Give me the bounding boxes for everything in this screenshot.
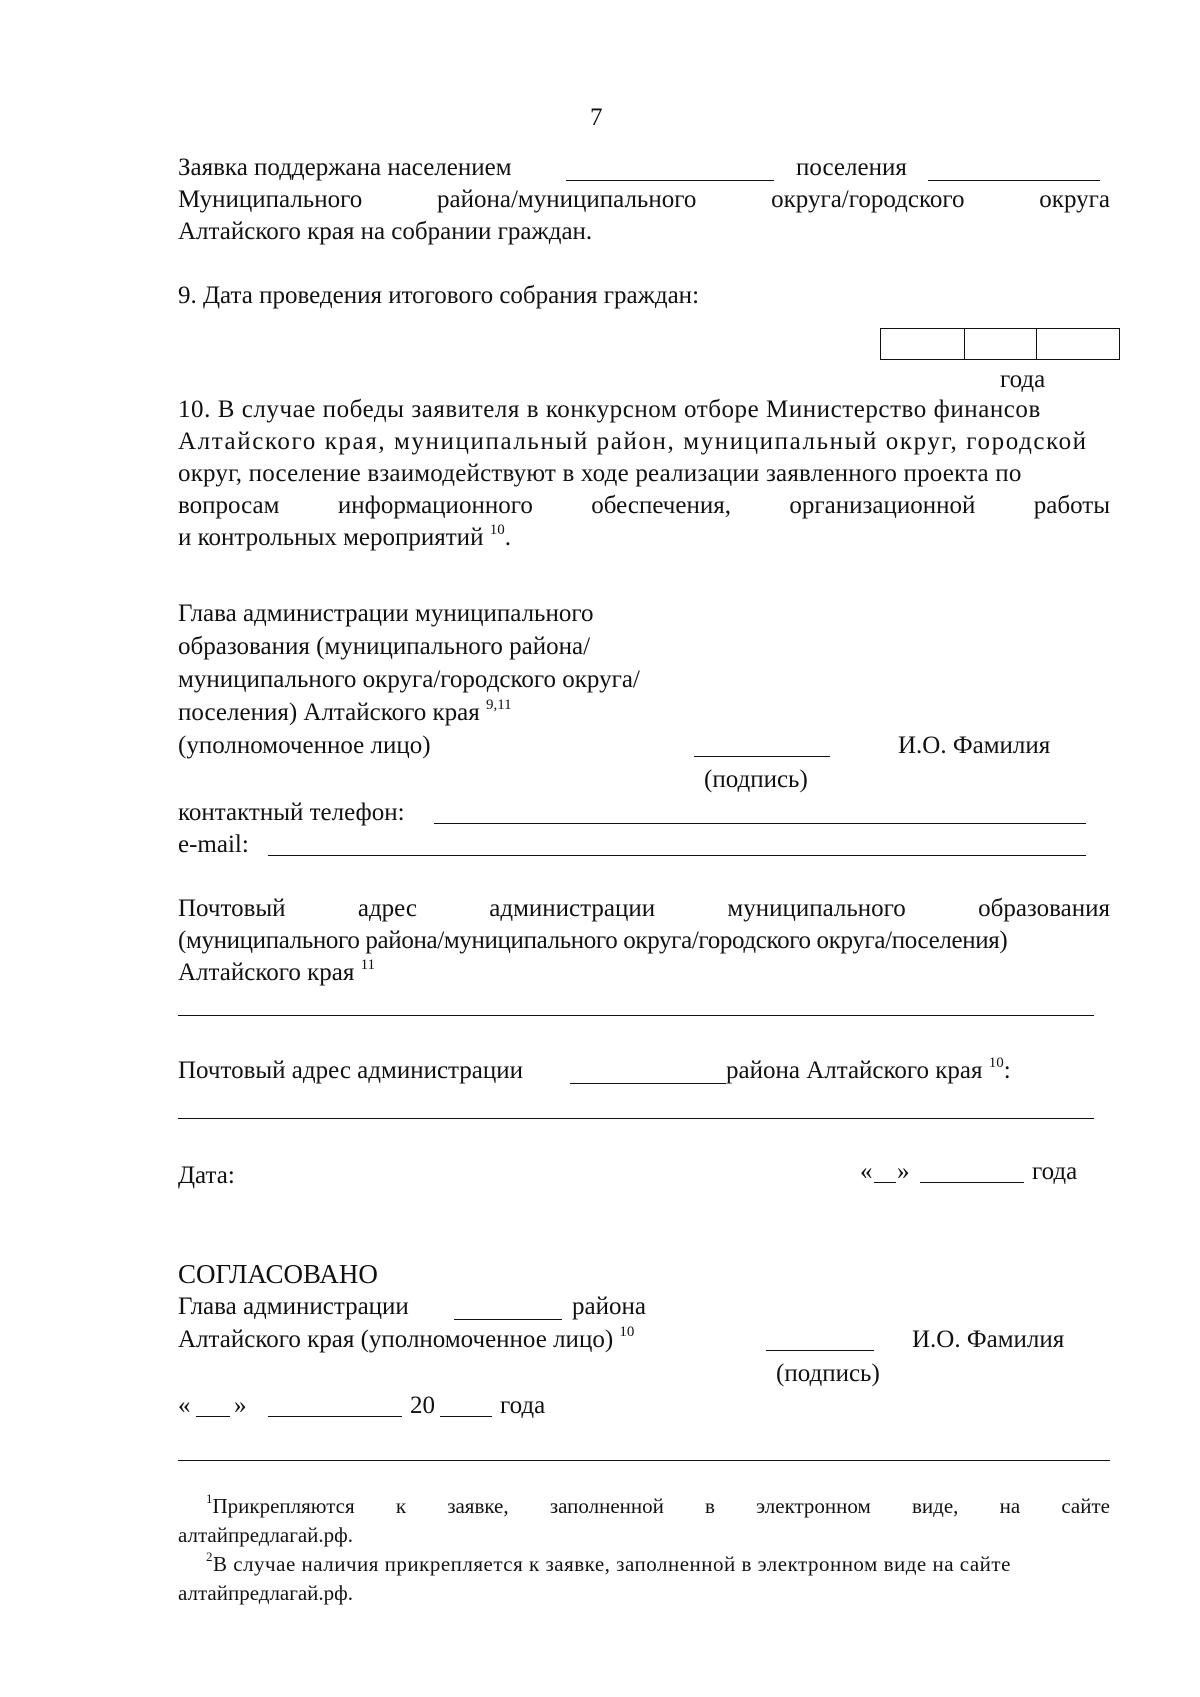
word: заявке, [447, 1494, 509, 1518]
agreed-date-month-field[interactable] [268, 1416, 402, 1417]
text: : [1003, 1057, 1011, 1084]
item-10-line-4 [178, 490, 1110, 522]
signature-caption: (подпись) [704, 766, 808, 793]
text: района Алтайского края [726, 1057, 983, 1084]
text: 10. В случае победы заявителя в конкурсном отборе Министерство финансов [178, 396, 1041, 423]
agreed-date-day-field[interactable] [196, 1416, 230, 1417]
footnote-separator [178, 1460, 1110, 1461]
word: округа [1039, 186, 1110, 213]
head-admin-line-2: образования (муниципального района/ [178, 633, 591, 660]
date-box-day[interactable] [881, 329, 965, 359]
word: образования [978, 895, 1110, 922]
agreed-name: И.О. Фамилия [912, 1326, 1065, 1353]
postal-1-address-field[interactable] [178, 1015, 1094, 1016]
postal-2-address-field[interactable] [178, 1118, 1094, 1119]
footnote-number: 1 [206, 1491, 213, 1506]
footnote-1-line-1 [206, 1492, 1110, 1520]
footnote-ref: 9,11 [485, 696, 512, 713]
blank-settlement-field[interactable] [928, 180, 1100, 181]
word: адрес [357, 895, 417, 922]
footnote-ref: 10 [988, 1054, 1004, 1071]
date-day-open-quote: « [860, 1158, 873, 1185]
head-admin-line-5: (уполномоченное лицо) [178, 732, 431, 759]
district-name-field[interactable] [570, 1083, 726, 1084]
agreed-line-1-end: района [572, 1293, 646, 1320]
word: муниципального [727, 895, 906, 922]
text: Алтайского края, муниципальный район, муниципальный округ, городской [178, 428, 1088, 455]
text: Алтайского края (уполномоченное лицо) [178, 1326, 614, 1353]
blank-population-field[interactable] [566, 180, 774, 181]
phone-field[interactable] [434, 823, 1086, 824]
page-number: 7 [590, 104, 603, 131]
text: округ, поселение взаимодействуют в ходе реализации заявленного проекта по [178, 460, 1022, 487]
item-10-line-2 [178, 426, 1110, 458]
date-day-close-quote: » [897, 1158, 910, 1185]
text: В случае наличия прикрепляется к заявке, заполненной в электронном виде на сайте [213, 1552, 1011, 1576]
head-admin-line-3: муниципального округа/городского округа/ [178, 666, 640, 693]
date-month-field[interactable] [920, 1182, 1024, 1183]
date-year-label: года [1032, 1158, 1078, 1185]
postal-2-label-start: Почтовый адрес администрации [178, 1057, 524, 1084]
email-label: e-mail: [178, 831, 249, 858]
date-day-field[interactable] [874, 1182, 896, 1183]
date-box-year[interactable] [1037, 329, 1119, 359]
postal-1-line-3 [178, 957, 375, 989]
footnote-2-line-1 [206, 1550, 1011, 1578]
item-10-line-3 [178, 458, 1110, 490]
postal-1-line-1 [178, 893, 1110, 925]
agreed-date-year-field[interactable] [440, 1416, 492, 1417]
signature-line[interactable] [694, 756, 830, 757]
footnote-1-line-2: алтайпредлагай.рф. [178, 1523, 354, 1547]
item-10-line-1 [178, 394, 1110, 426]
agreed-signature-caption: (подпись) [776, 1360, 880, 1387]
word: информационного [337, 492, 533, 519]
support-line-1-settlement: поселения [796, 154, 907, 181]
word: Почтовый [178, 895, 286, 922]
word: администрации [489, 895, 656, 922]
support-line-3: Алтайского края на собрании граждан. [178, 218, 593, 245]
meeting-date-boxes[interactable] [880, 328, 1120, 360]
word: заполненной [549, 1494, 664, 1518]
word: на [999, 1494, 1021, 1518]
item-10-line-5 [178, 522, 511, 554]
support-line-1-start: Заявка поддержана населением [178, 154, 512, 181]
agreed-date-year-label: года [500, 1392, 546, 1419]
footnote-ref: 10 [489, 521, 505, 538]
word: организационной [789, 492, 976, 519]
postal-2-label-end [726, 1055, 1011, 1087]
word: Муниципального [178, 186, 363, 213]
date-label: Дата: [178, 1162, 235, 1189]
text: поселения) Алтайского края [178, 699, 480, 726]
text: и контрольных мероприятий [178, 524, 484, 551]
item-9-year-label: года [1000, 366, 1046, 393]
word: виде, [911, 1494, 959, 1518]
word: к [395, 1494, 407, 1518]
item-9-label: 9. Дата проведения итогового собрания граждан: [178, 282, 700, 309]
footnote-number: 2 [206, 1549, 213, 1564]
support-line-2 [178, 184, 1110, 216]
agreed-signature-line[interactable] [766, 1350, 874, 1351]
word: обеспечения, [591, 492, 731, 519]
footnote-2-line-2: алтайпредлагай.рф. [178, 1581, 354, 1605]
head-admin-name: И.О. Фамилия [898, 732, 1051, 759]
text: Алтайского края [178, 959, 355, 986]
word: вопросам [178, 492, 280, 519]
text: Прикрепляются [212, 1494, 355, 1518]
agreed-district-field[interactable] [454, 1319, 562, 1320]
date-box-month[interactable] [965, 329, 1036, 359]
word: района/муниципального [437, 186, 697, 213]
agreed-line-1-start: Глава администрации [178, 1293, 409, 1320]
word [206, 1492, 355, 1520]
word: округа/городского [771, 186, 965, 213]
word: электронном [756, 1494, 871, 1518]
agreed-date-century: 20 [410, 1392, 435, 1419]
head-admin-line-1: Глава администрации муниципального [178, 600, 594, 627]
agreed-date-close-quote: » [234, 1392, 247, 1419]
agreed-line-2 [178, 1324, 634, 1356]
footnote-ref: 10 [619, 1323, 635, 1340]
agreed-date-open-quote: « [178, 1392, 191, 1419]
text: . [504, 524, 511, 551]
word: в [705, 1494, 715, 1518]
email-field[interactable] [268, 855, 1086, 856]
word: сайте [1061, 1494, 1110, 1518]
head-admin-line-4 [178, 697, 512, 729]
word: работы [1033, 492, 1110, 519]
footnote-ref: 11 [360, 956, 376, 973]
postal-1-line-2: (муниципального района/муниципального округа/городского округа/поселения) [178, 927, 1008, 954]
agreed-title: СОГЛАСОВАНО [178, 1259, 378, 1289]
phone-label: контактный телефон: [178, 799, 405, 826]
